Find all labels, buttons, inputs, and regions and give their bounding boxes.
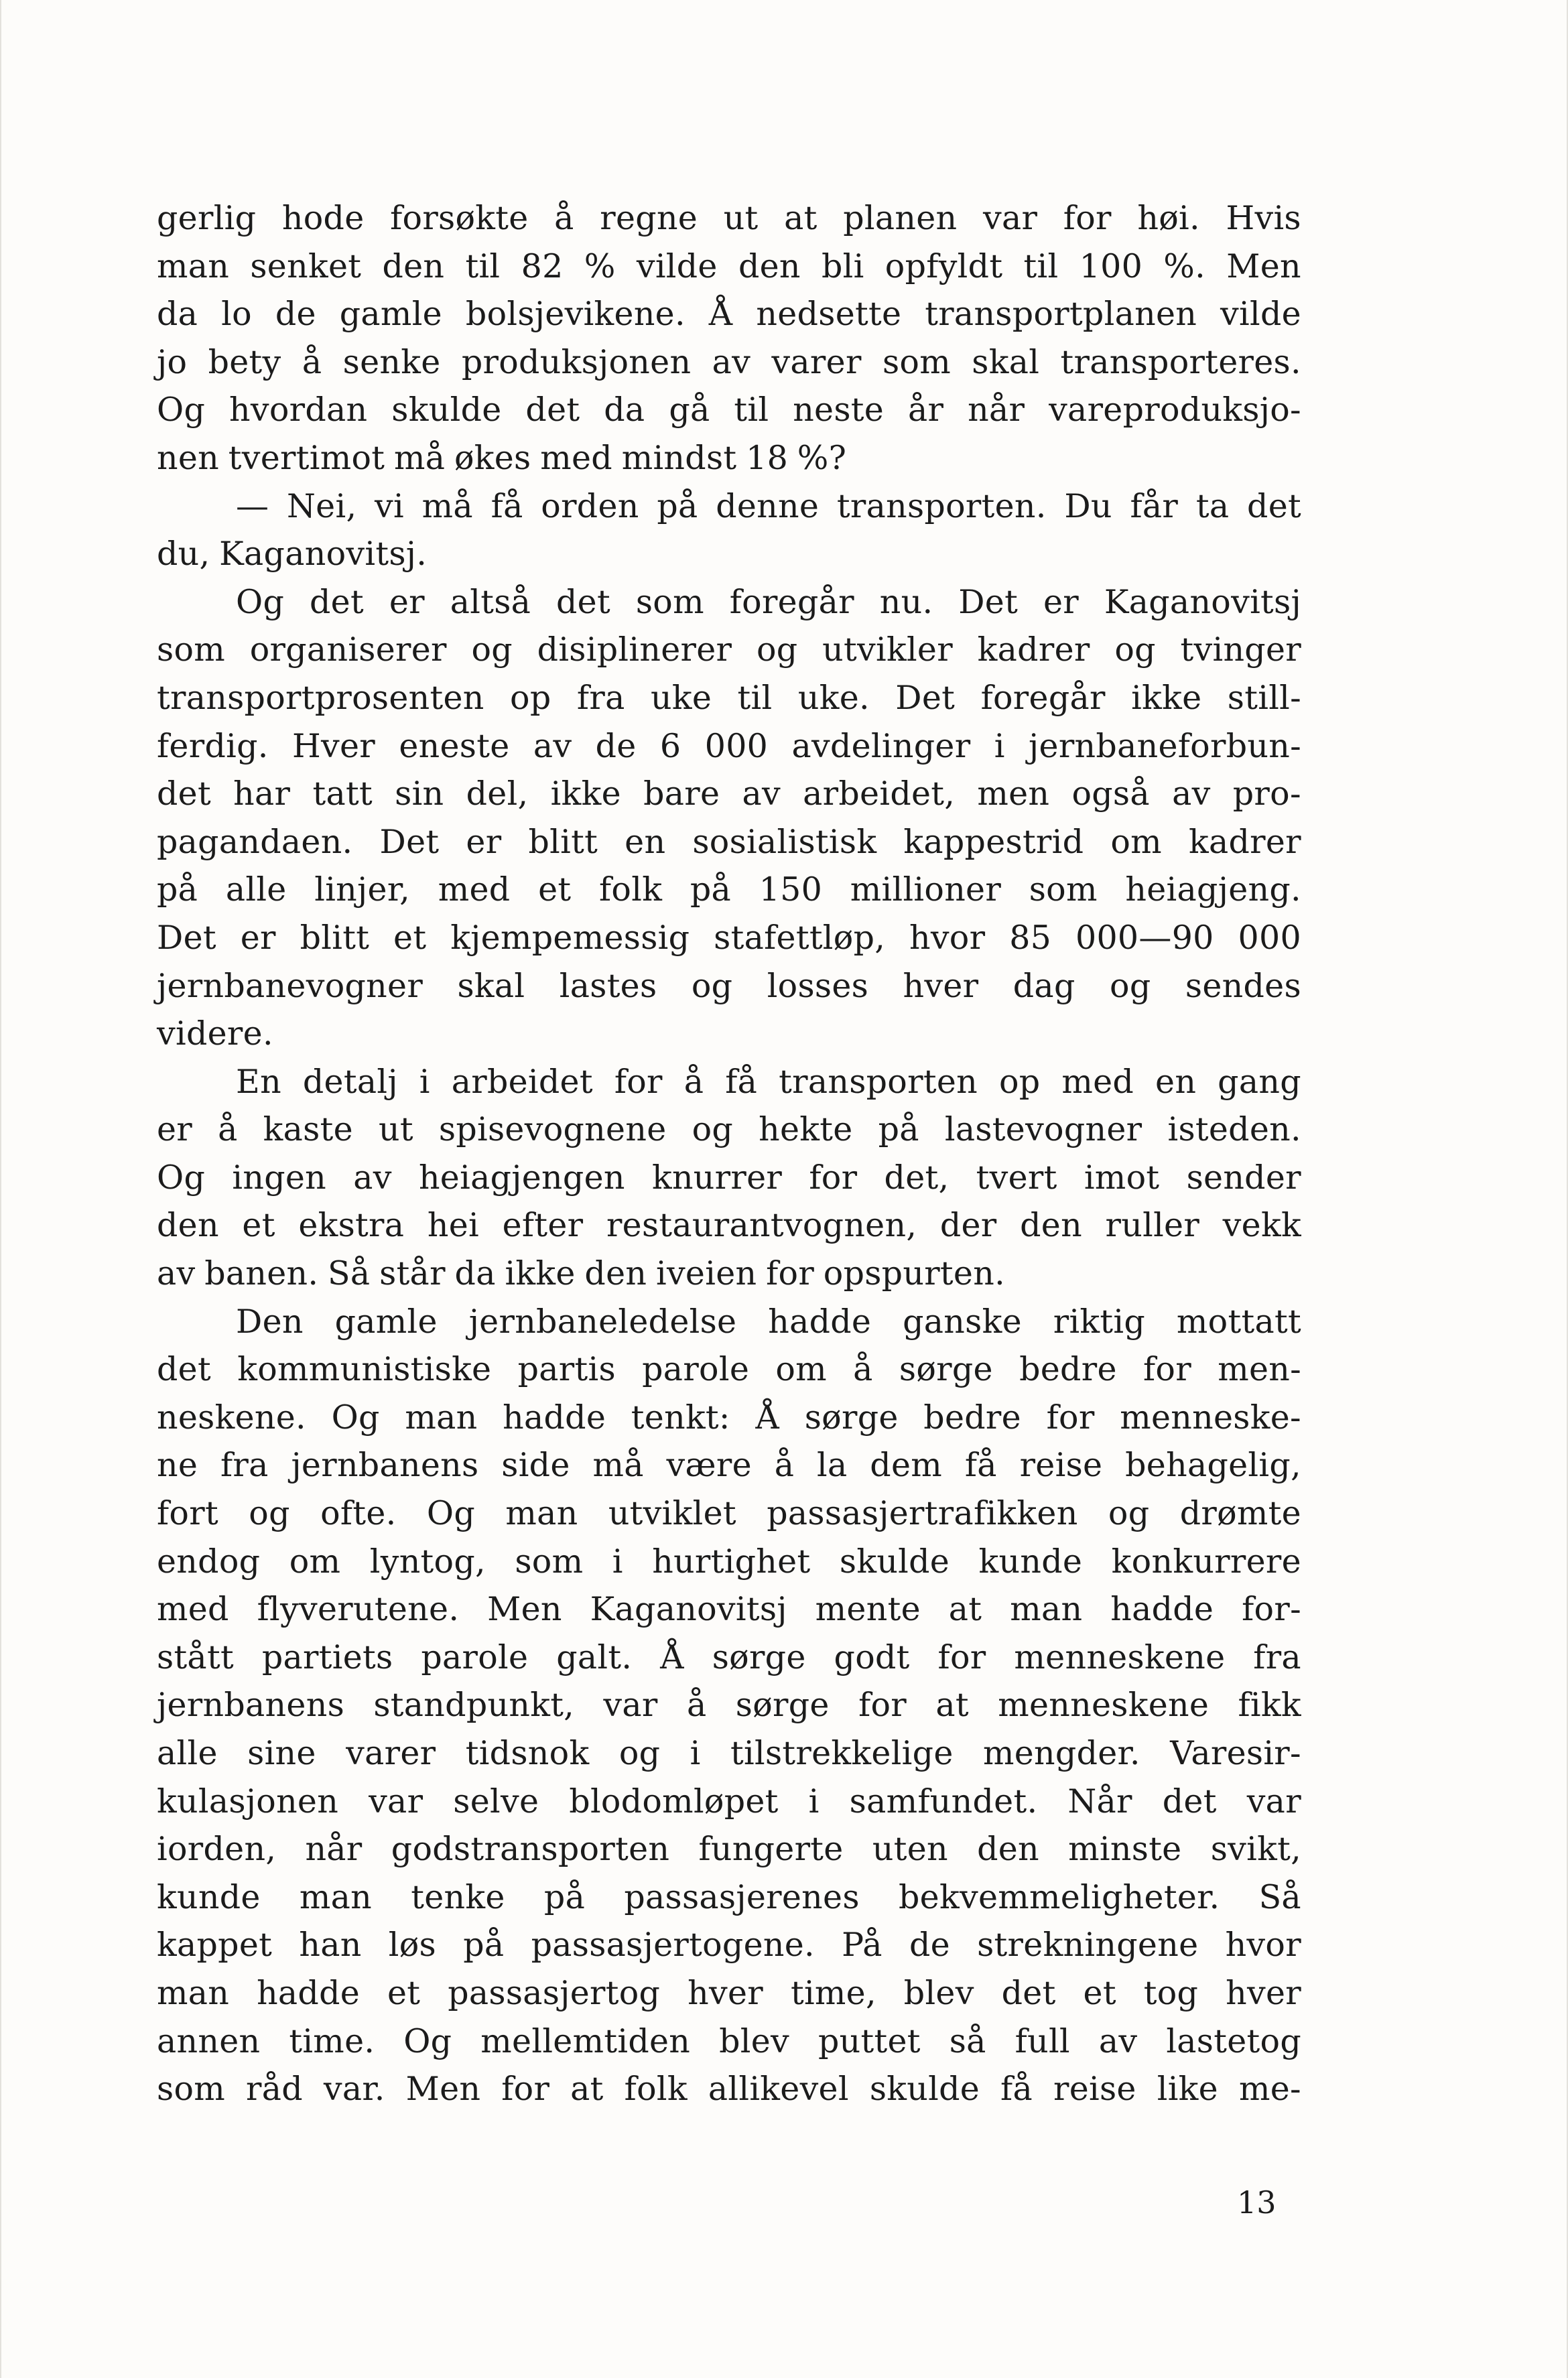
text-line: man senket den til 82 % vilde den bli opfyldt til 100 %. Men [157, 247, 1301, 285]
text-line: på alle linjer, med et folk på 150 millioner som heiagjeng. [157, 870, 1301, 909]
text-line: er å kaste ut spisevognene og hekte på lastevogner isteden. [157, 1110, 1301, 1149]
text-line: Den gamle jernbaneledelse hadde ganske riktig mottatt [236, 1302, 1301, 1341]
text-line: jernbanevogner skal lastes og losses hver dag og sendes [157, 966, 1301, 1005]
text-line: nen tvertimot må økes med mindst 18 %? [157, 438, 847, 477]
text-line: En detalj i arbeidet for å få transporten op med en gang [236, 1062, 1301, 1101]
page-number: 13 [1237, 2184, 1277, 2221]
text-line: transportprosenten op fra uke til uke. Det foregår ikke still- [157, 678, 1301, 717]
text-line: man hadde et passasjertog hver time, blev det et tog hver [157, 1973, 1301, 2012]
text-line: kunde man tenke på passasjerenes bekvemmeligheter. Så [157, 1877, 1301, 1916]
text-line: endog om lyntog, som i hurtighet skulde kunde konkurrere [157, 1542, 1301, 1581]
text-line: Og ingen av heiagjengen knurrer for det, tvert imot sender [157, 1158, 1301, 1197]
body-text [157, 194, 1301, 2113]
text-line: ferdig. Hver eneste av de 6 000 avdelinger i jernbaneforbun- [157, 726, 1301, 765]
text-line: kappet han løs på passasjertogene. På de strekningene hvor [157, 1926, 1301, 1965]
text-line: det har tatt sin del, ikke bare av arbeidet, men også av pro- [157, 775, 1301, 813]
text-line: jo bety å senke produksjonen av varer som skal transporteres. [157, 342, 1301, 381]
text-line: den et ekstra hei efter restaurantvognen, der den ruller vekk [157, 1206, 1301, 1245]
text-line: — Nei, vi må få orden på denne transporten. Du får ta det [236, 486, 1301, 525]
text-line: Og det er altså det som foregår nu. Det er Kaganovitsj [236, 582, 1301, 621]
text-line: jernbanens standpunkt, var å sørge for at menneskene fikk [157, 1686, 1301, 1725]
text-line: det kommunistiske partis parole om å sørge bedre for men- [157, 1350, 1301, 1389]
text-line: stått partiets parole galt. Å sørge godt for menneskene fra [157, 1638, 1301, 1676]
text-line: da lo de gamle bolsjevikene. Å nedsette transportplanen vilde [157, 295, 1301, 334]
text-line: gerlig hode forsøkte å regne ut at planen var for høi. Hvis [157, 199, 1301, 237]
text-line: du, Kaganovitsj. [157, 535, 428, 574]
text-line: som råd var. Men for at folk allikevel skulde få reise like me- [157, 2070, 1301, 2109]
text-line: neskene. Og man hadde tenkt: Å sørge bedre for menneske- [157, 1398, 1301, 1437]
text-line: ne fra jernbanens side må være å la dem få reise behagelig, [157, 1446, 1301, 1485]
text-line: som organiserer og disiplinerer og utvikler kadrer og tvinger [157, 631, 1301, 669]
text-line: fort og ofte. Og man utviklet passasjertrafikken og drømte [157, 1494, 1301, 1533]
text-line: videre. [157, 1014, 273, 1053]
text-line: Det er blitt et kjempemessig stafettløp, hvor 85 000—90 000 [157, 918, 1301, 957]
text-line: med flyverutene. Men Kaganovitsj mente at man hadde for- [157, 1590, 1301, 1629]
text-line: kulasjonen var selve blodomløpet i samfundet. Når det var [157, 1782, 1301, 1821]
text-line: pagandaen. Det er blitt en sosialistisk kappestrid om kadrer [157, 822, 1301, 861]
text-line: iorden, når godstransporten fungerte uten den minste svikt, [157, 1830, 1301, 1869]
text-line: annen time. Og mellemtiden blev puttet så full av lastetog [157, 2022, 1301, 2060]
text-line: Og hvordan skulde det da gå til neste år når vareproduksjo- [157, 391, 1301, 430]
text-line: alle sine varer tidsnok og i tilstrekkelige mengder. Varesir- [157, 1734, 1301, 1772]
text-line: av banen. Så står da ikke den iveien for opspurten. [157, 1254, 1005, 1293]
